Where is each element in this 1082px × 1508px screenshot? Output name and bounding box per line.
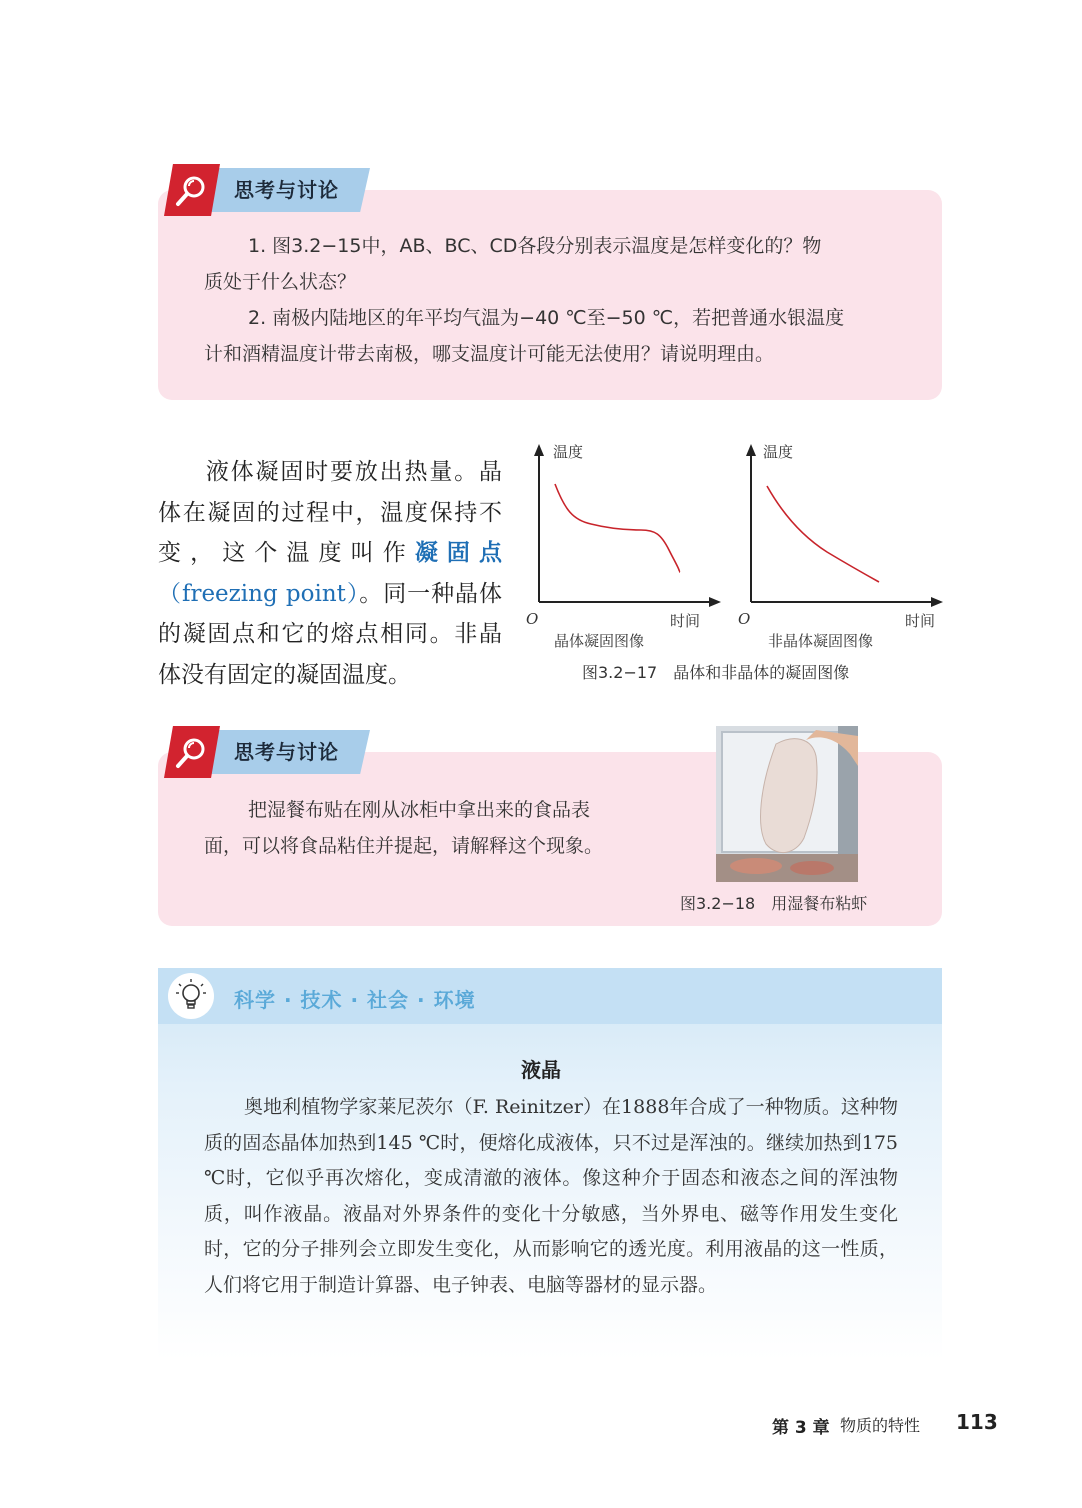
q1-line1: 1. 图3.2−15中，AB、BC、CD各段分别表示温度是怎样变化的？物 — [248, 235, 822, 257]
discussion-2-line2: 面，可以将食品粘住并提起，请解释这个现象。 — [204, 835, 604, 857]
science-body-text: 奥地利植物学家莱尼茨尔（F. Reinitzer）在1888年合成了一种物质。这种物质的固态晶体加热到145 ℃时，便熔化成液体，只不过是浑浊的。继续加热到175 ℃时，它似乎再次熔化，变成清澈的液体。像这种介于固态和液态之间的浑浊物质，叫作液晶。液晶对外界条件的变化十分敏感，当外界电、磁等作用发生变化时，它的分子排列会立即发生变化，从而影响它的透光度。利用液晶的这一性质，人们将它用于制造计算器、电子钟表、电脑等器材的显示器。 — [204, 1096, 898, 1296]
discussion-2-line1: 把湿餐布贴在刚从冰柜中拿出来的食品表 — [248, 799, 591, 821]
page-number: 113 — [956, 1410, 998, 1434]
discussion-tab-2 — [158, 726, 370, 778]
main-paragraph — [158, 452, 502, 695]
bulb-badge — [168, 973, 214, 1019]
lightbulb-icon — [168, 973, 214, 1019]
q2-line1: 2. 南极内陆地区的年平均气温为−40 ℃至−50 ℃，若把普通水银温度 — [248, 307, 845, 329]
crystal-graph-caption: 晶体凝固图像 — [554, 632, 645, 650]
discussion-2-text — [204, 792, 684, 864]
q2-line2: 计和酒精温度计带去南极，哪支温度计可能无法使用？请说明理由。 — [204, 343, 775, 365]
main-text-part2: 。同一种晶体的凝固点和它的熔点相同。非晶体没有固定的凝固温度。 — [158, 580, 502, 688]
figure-18-caption: 图3.2−18 用湿餐布粘虾 — [680, 894, 868, 913]
solidification-graphs — [515, 438, 945, 628]
right-origin-label: O — [738, 610, 751, 628]
discussion-title-1: 思考与讨论 — [234, 178, 339, 202]
keyword-freezing-point: 凝固点 — [414, 540, 503, 566]
left-y-arrow — [534, 444, 544, 456]
magnifier-icon — [172, 734, 210, 772]
left-origin-label: O — [526, 610, 539, 628]
keyword-freezing-point-en: （freezing point） — [158, 580, 360, 607]
discussion-title-2: 思考与讨论 — [234, 740, 339, 764]
figure-17-caption: 图3.2−17 晶体和非晶体的凝固图像 — [582, 663, 850, 682]
amorphous-graph-caption: 非晶体凝固图像 — [768, 632, 874, 650]
right-x-label: 时间 — [905, 612, 936, 630]
discussion-1-text — [204, 228, 904, 372]
magnifier-icon — [172, 172, 210, 210]
left-x-label: 时间 — [670, 612, 701, 630]
left-y-label: 温度 — [553, 443, 584, 461]
main-text-part1: 液体凝固时要放出热量。晶体在凝固的过程中，温度保持不变，这个温度叫作 — [158, 459, 502, 566]
discussion-tab-1 — [158, 164, 370, 216]
shrimp-photo — [716, 726, 858, 882]
left-x-arrow — [709, 597, 721, 607]
right-x-arrow — [931, 597, 943, 607]
q1-line2: 质处于什么状态？ — [204, 271, 357, 293]
science-section-title: 科学 · 技术 · 社会 · 环境 — [234, 988, 476, 1012]
amorphous-solidification-curve — [767, 486, 879, 582]
right-y-arrow — [746, 444, 756, 456]
right-y-label: 温度 — [763, 443, 794, 461]
footer-chapter: 第 3 章 — [772, 1418, 830, 1438]
science-subtitle: 液晶 — [521, 1058, 561, 1082]
science-body — [204, 1090, 898, 1304]
crystal-solidification-curve — [555, 484, 679, 572]
footer-chapter-title: 物质的特性 — [840, 1416, 921, 1435]
